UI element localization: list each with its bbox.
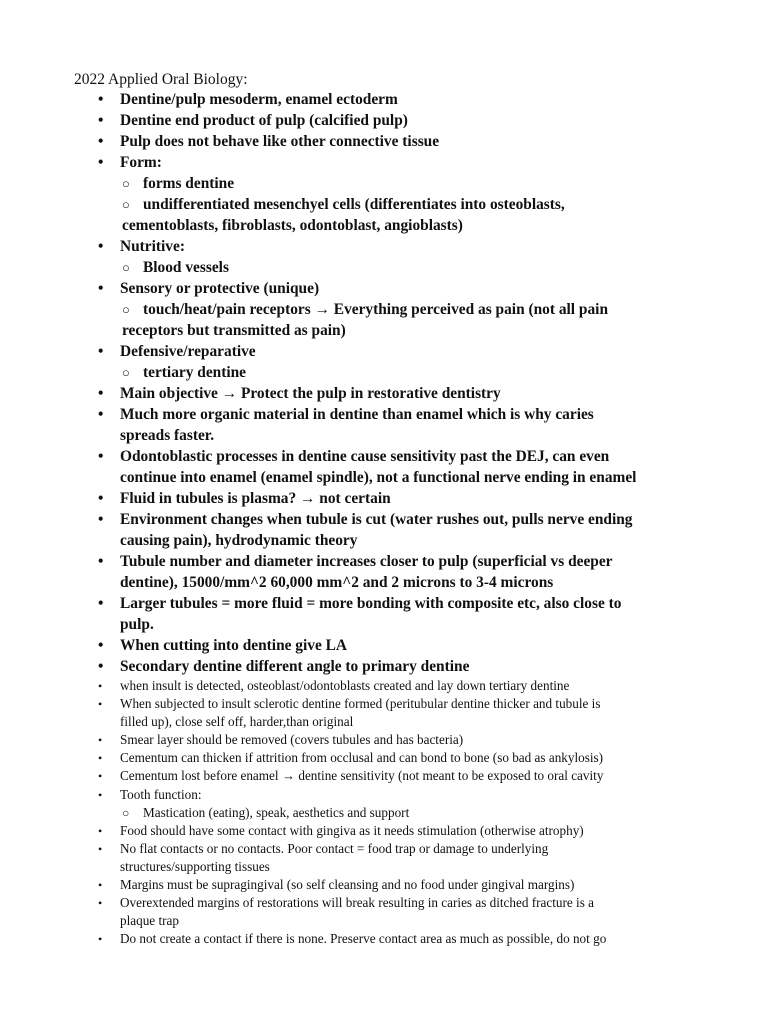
list-item — [0, 404, 768, 446]
list-item-text: Larger tubules = more fluid = more bonding with composite etc, also close to pulp. — [120, 595, 622, 633]
list-item — [0, 257, 768, 278]
list-item — [0, 278, 768, 299]
list-item — [0, 731, 768, 749]
list-item — [0, 488, 768, 509]
bullet-icon: • — [98, 154, 104, 171]
bullet-icon: • — [98, 280, 104, 297]
hollow-bullet-icon: ○ — [122, 260, 130, 275]
list-item — [0, 362, 768, 383]
bullet-icon: • — [98, 751, 103, 766]
list-item-text: when insult is detected, osteoblast/odontoblasts created and lay down tertiary dentine — [120, 678, 570, 693]
list-item-text: Blood vessels — [143, 259, 229, 276]
list-item — [0, 822, 768, 840]
bullet-icon: • — [98, 553, 104, 570]
list-item — [0, 695, 768, 731]
list-item — [0, 786, 768, 804]
list-item-text: Form: — [120, 154, 162, 171]
list-item-text: Cementum can thicken if attrition from occlusal and can bond to bone (so bad as ankylosis) — [120, 750, 604, 766]
bullet-icon: • — [98, 448, 104, 465]
list-item — [0, 446, 768, 488]
bullet-icon: • — [98, 343, 104, 360]
list-item-text: Dentine/pulp mesoderm, enamel ectoderm — [120, 91, 398, 108]
bullet-icon: • — [98, 511, 104, 528]
list-item — [0, 593, 768, 635]
list-item-text: touch/heat/pain receptors → Everything perceived as pain (not all pain receptors but transmitted as pain) — [122, 301, 609, 339]
list-item-text: No flat contacts or no contacts. Poor contact = food trap or damage to underlying structures/supporting tissues — [120, 840, 549, 874]
list-item-text: Overextended margins of restorations will break resulting in caries as ditched fracture is a plaque trap — [120, 895, 594, 929]
list-item — [0, 509, 768, 551]
hollow-bullet-icon: ○ — [122, 302, 130, 317]
bullet-icon: • — [98, 679, 103, 693]
list-item — [0, 656, 768, 677]
list-item — [0, 89, 768, 110]
list-item-text: Mastication (eating), speak, aesthetics and support — [143, 804, 410, 820]
list-item — [0, 840, 768, 876]
list-item-text: Defensive/reparative — [120, 343, 256, 360]
list-item-text: When cutting into dentine give LA — [120, 637, 348, 654]
list-item-text: Pulp does not behave like other connective tissue — [120, 133, 440, 150]
bullet-icon: • — [98, 733, 103, 748]
list-item-text: When subjected to insult sclerotic dentine formed (peritubular dentine thicker and tubule is filled up), close self off, harder,than original — [120, 696, 601, 730]
list-item-text: Sensory or protective (unique) — [120, 280, 320, 297]
bullet-icon: • — [98, 406, 104, 423]
bullet-icon: • — [98, 823, 103, 838]
list-item — [0, 383, 768, 404]
bullet-list — [0, 89, 768, 948]
list-item — [0, 131, 768, 152]
list-item — [0, 236, 768, 257]
list-item-text: Food should have some contact with gingiva as it needs stimulation (otherwise atrophy) — [120, 822, 584, 838]
list-item — [0, 677, 768, 695]
list-item-text: undifferentiated mesenchyel cells (differentiates into osteoblasts, cementoblasts, fibroblasts, odontoblast, angioblasts) — [122, 196, 565, 234]
list-item — [0, 876, 768, 894]
list-item-text: Cementum lost before enamel → dentine sensitivity (not meant to be exposed to oral cavity — [120, 768, 604, 784]
hollow-bullet-icon: ○ — [122, 197, 130, 212]
list-item — [0, 767, 768, 785]
list-item-text: Odontoblastic processes in dentine cause sensitivity past the DEJ, can even continue into enamel (enamel spindle), not a functional nerve ending in enamel — [120, 448, 637, 486]
list-item — [0, 635, 768, 656]
list-item-text: Environment changes when tubule is cut (water rushes out, pulls nerve ending causing pain), hydrodynamic theory — [120, 511, 633, 549]
list-item — [0, 194, 768, 236]
bullet-icon: • — [98, 769, 103, 784]
list-item-text: Dentine end product of pulp (calcified pulp) — [120, 112, 408, 129]
list-item — [0, 152, 768, 173]
bullet-icon: • — [98, 112, 104, 129]
document-title: 2022 Applied Oral Biology: — [74, 71, 248, 88]
list-item — [0, 930, 768, 948]
bullet-icon: • — [98, 133, 104, 150]
hollow-bullet-icon: ○ — [122, 176, 130, 191]
bullet-icon: • — [98, 697, 103, 712]
hollow-bullet-icon: ○ — [122, 805, 130, 820]
bullet-icon: • — [98, 238, 104, 255]
list-item — [0, 804, 768, 822]
bullet-icon: • — [98, 787, 103, 802]
list-item-text: Much more organic material in dentine than enamel which is why caries spreads faster. — [120, 406, 594, 444]
list-item — [0, 299, 768, 341]
list-item-text: Margins must be supragingival (so self cleansing and no food under gingival margins) — [120, 877, 575, 893]
bullet-icon: • — [98, 932, 103, 947]
list-item-text: Tubule number and diameter increases closer to pulp (superficial vs deeper dentine), 15000/mm^2 60,000 mm^2 and 2 microns to 3-4 microns — [120, 553, 613, 591]
list-item-text: tertiary dentine — [143, 364, 247, 381]
list-item-text: Fluid in tubules is plasma? → not certain — [120, 490, 391, 507]
list-item-text: Main objective → Protect the pulp in restorative dentistry — [120, 385, 501, 402]
list-item — [0, 110, 768, 131]
bullet-icon: • — [98, 595, 104, 612]
bullet-icon: • — [98, 896, 103, 911]
list-item — [0, 749, 768, 767]
bullet-icon: • — [98, 637, 104, 654]
bullet-icon: • — [98, 91, 104, 108]
list-item — [0, 551, 768, 593]
bullet-icon: • — [98, 658, 104, 675]
list-item-text: Secondary dentine different angle to primary dentine — [120, 658, 470, 675]
bullet-icon: • — [98, 878, 103, 893]
list-item-text: Do not create a contact if there is none. Preserve contact area as much as possible, do not go — [120, 931, 607, 947]
bullet-icon: • — [98, 490, 104, 507]
list-item — [0, 173, 768, 194]
list-item-text: forms dentine — [143, 175, 235, 192]
list-item-text: Nutritive: — [120, 238, 185, 255]
list-item-text: Smear layer should be removed (covers tubules and has bacteria) — [120, 732, 464, 748]
bullet-icon: • — [98, 385, 104, 402]
bullet-icon: • — [98, 841, 103, 856]
list-item-text: Tooth function: — [120, 786, 202, 802]
list-item — [0, 894, 768, 930]
list-item — [0, 341, 768, 362]
hollow-bullet-icon: ○ — [122, 365, 130, 380]
